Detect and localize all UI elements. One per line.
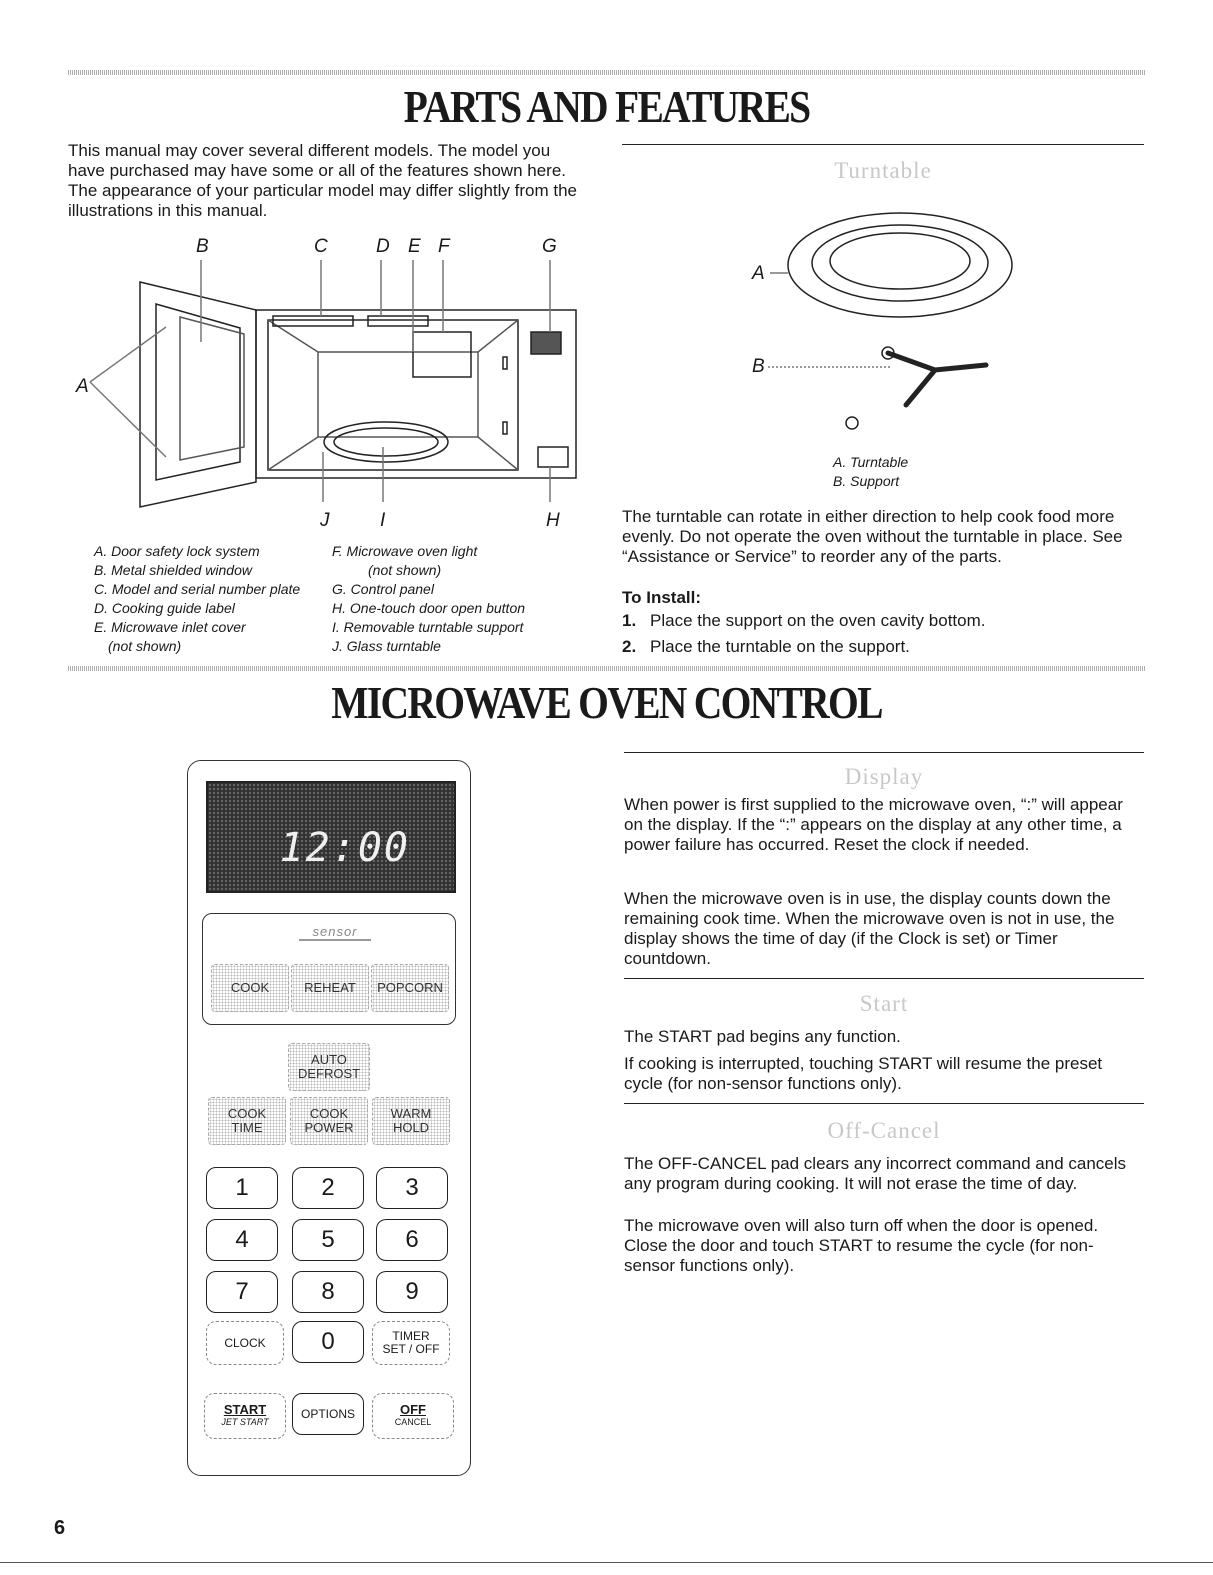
timer-button[interactable] bbox=[372, 1321, 450, 1365]
install-step bbox=[622, 611, 985, 631]
pad-label: JET START bbox=[221, 1417, 269, 1427]
letter-h: H bbox=[546, 510, 560, 531]
letter-i: I bbox=[380, 510, 386, 531]
letter-b: B bbox=[196, 236, 209, 257]
sensor-group bbox=[202, 913, 456, 1025]
legend-item: B. Metal shielded window bbox=[94, 562, 252, 578]
cook-time-pad[interactable] bbox=[208, 1097, 286, 1145]
pad-label: START bbox=[223, 1402, 267, 1417]
middle-dotted-rule bbox=[68, 666, 1146, 671]
pad-label: POPCORN bbox=[377, 980, 443, 995]
control-panel bbox=[187, 760, 471, 1476]
pad-label: COOK bbox=[309, 1106, 349, 1121]
turntable-body: The turntable can rotate in either direction to help cook food more evenly. Do not operate the oven without the turntable in place. See “Assistance or Service” to reorder any of the parts. bbox=[622, 507, 1123, 566]
cook-pad[interactable] bbox=[211, 964, 289, 1012]
letter-f: F bbox=[438, 236, 450, 257]
digit-0-button[interactable]: 0 bbox=[292, 1321, 364, 1363]
clock-button[interactable] bbox=[206, 1321, 284, 1365]
letter-c: C bbox=[314, 236, 328, 257]
turntable-illustration bbox=[740, 205, 1040, 445]
parts-intro: This manual may cover several different models. The model you have purchased may have some or all of the features shown here. The appearance of your particular model may differ slightly from the illustrations in this manual. bbox=[68, 141, 577, 220]
turntable-drawing bbox=[740, 205, 1040, 445]
legend-item: B. Support bbox=[833, 473, 900, 489]
auto-defrost-pad[interactable] bbox=[288, 1043, 370, 1091]
popcorn-pad[interactable] bbox=[371, 964, 449, 1012]
legend-item: H. One-touch door open button bbox=[332, 600, 526, 616]
pad-label: DEFROST bbox=[297, 1066, 361, 1081]
legend-item: E. Microwave inlet cover bbox=[94, 619, 246, 635]
legend-item: A. Door safety lock system bbox=[94, 543, 260, 559]
top-dotted-rule bbox=[68, 70, 1146, 75]
oven-drawing bbox=[68, 232, 588, 532]
turntable-rule bbox=[622, 144, 1144, 145]
bottom-rule bbox=[0, 1562, 1213, 1563]
off-p1: The OFF-CANCEL pad clears any incorrect command and cancels any program during cooking. It will not erase the time of day. bbox=[624, 1154, 1127, 1193]
start-rule bbox=[624, 978, 1144, 979]
oven-illustration bbox=[68, 232, 588, 532]
pad-label: WARM bbox=[390, 1106, 432, 1121]
cook-power-pad[interactable] bbox=[290, 1097, 368, 1145]
pad-label: OFF bbox=[400, 1402, 426, 1417]
step-number: 2. bbox=[622, 637, 637, 656]
warm-hold-pad[interactable] bbox=[372, 1097, 450, 1145]
letter-g: G bbox=[542, 236, 557, 257]
sensor-logo: sensor bbox=[299, 924, 371, 941]
digit-6-button[interactable]: 6 bbox=[376, 1219, 448, 1261]
legend-item: A. Turntable bbox=[833, 454, 909, 470]
step-text: Place the turntable on the support. bbox=[650, 637, 910, 656]
turntable-letter-b: B bbox=[752, 356, 765, 377]
turntable-legend bbox=[833, 453, 908, 491]
pad-label: COOK bbox=[227, 1106, 267, 1121]
pad-label: SET / OFF bbox=[382, 1342, 440, 1356]
off-title: Off-Cancel bbox=[827, 1118, 941, 1143]
reheat-pad[interactable] bbox=[291, 964, 369, 1012]
control-title: MICROWAVE OVEN CONTROL bbox=[331, 677, 882, 728]
display-time: 12:00 bbox=[279, 825, 410, 871]
pad-label: COOK bbox=[230, 980, 270, 995]
pad-label: POWER bbox=[304, 1120, 354, 1135]
pad-label: HOLD bbox=[392, 1120, 430, 1135]
pad-label: TIME bbox=[231, 1120, 263, 1135]
start-button[interactable] bbox=[204, 1393, 286, 1439]
legend-item: (not shown) bbox=[108, 638, 182, 654]
digit-5-button[interactable]: 5 bbox=[292, 1219, 364, 1261]
display-p2: When the microwave oven is in use, the display counts down the remaining cook time. When the microwave oven is not in use, the display shows the time of day (if the Clock is set) or Timer countdown. bbox=[624, 889, 1115, 968]
start-title: Start bbox=[859, 991, 909, 1016]
turntable-letter-a: A bbox=[752, 263, 765, 284]
digit-8-button[interactable]: 8 bbox=[292, 1271, 364, 1313]
off-cancel-button[interactable] bbox=[372, 1393, 454, 1439]
digit-2-button[interactable]: 2 bbox=[292, 1167, 364, 1209]
oven-display bbox=[206, 781, 456, 893]
legend-item: (not shown) bbox=[368, 562, 442, 578]
options-button[interactable]: OPTIONS bbox=[292, 1393, 364, 1435]
parts-legend-left bbox=[94, 542, 300, 656]
step-text: Place the support on the oven cavity bottom. bbox=[650, 611, 986, 630]
pad-label: TIMER bbox=[392, 1329, 430, 1343]
page-number: 6 bbox=[54, 1517, 66, 1539]
display-title: Display bbox=[844, 764, 924, 789]
display-p1: When power is first supplied to the microwave oven, “:” will appear on the display. If the “:” appears on the display at any other time, a power failure has occurred. Reset the clock if needed. bbox=[624, 795, 1123, 854]
pad-label: REHEAT bbox=[304, 980, 356, 995]
digit-9-button[interactable]: 9 bbox=[376, 1271, 448, 1313]
pad-label: CANCEL bbox=[394, 1417, 432, 1427]
digit-7-button[interactable]: 7 bbox=[206, 1271, 278, 1313]
install-step bbox=[622, 637, 910, 657]
start-p1: The START pad begins any function. bbox=[624, 1027, 901, 1046]
letter-j: J bbox=[320, 510, 330, 531]
turntable-title: Turntable bbox=[834, 158, 932, 183]
parts-title: PARTS AND FEATURES bbox=[403, 81, 810, 132]
letter-e: E bbox=[408, 236, 421, 257]
pad-label: CLOCK bbox=[224, 1335, 266, 1350]
step-number: 1. bbox=[622, 611, 637, 630]
digit-4-button[interactable]: 4 bbox=[206, 1219, 278, 1261]
digit-3-button[interactable]: 3 bbox=[376, 1167, 448, 1209]
pad-label: AUTO bbox=[311, 1052, 347, 1067]
display-rule bbox=[624, 752, 1144, 753]
legend-item: D. Cooking guide label bbox=[94, 600, 235, 616]
legend-item: G. Control panel bbox=[332, 581, 434, 597]
install-title: To Install: bbox=[622, 588, 702, 607]
legend-item: I. Removable turntable support bbox=[332, 619, 524, 635]
parts-legend-right bbox=[332, 542, 525, 656]
legend-item: F. Microwave oven light bbox=[332, 543, 478, 559]
legend-item: J. Glass turntable bbox=[332, 638, 441, 654]
letter-a: A bbox=[76, 376, 89, 397]
legend-item: C. Model and serial number plate bbox=[94, 581, 301, 597]
digit-1-button[interactable]: 1 bbox=[206, 1167, 278, 1209]
off-rule bbox=[624, 1103, 1144, 1104]
off-p2: The microwave oven will also turn off when the door is opened. Close the door and touch START to resume the cycle (for non-sensor functions only). bbox=[624, 1216, 1099, 1275]
start-p2: If cooking is interrupted, touching START will resume the preset cycle (for non-sensor functions only). bbox=[624, 1054, 1103, 1093]
letter-d: D bbox=[376, 236, 390, 257]
